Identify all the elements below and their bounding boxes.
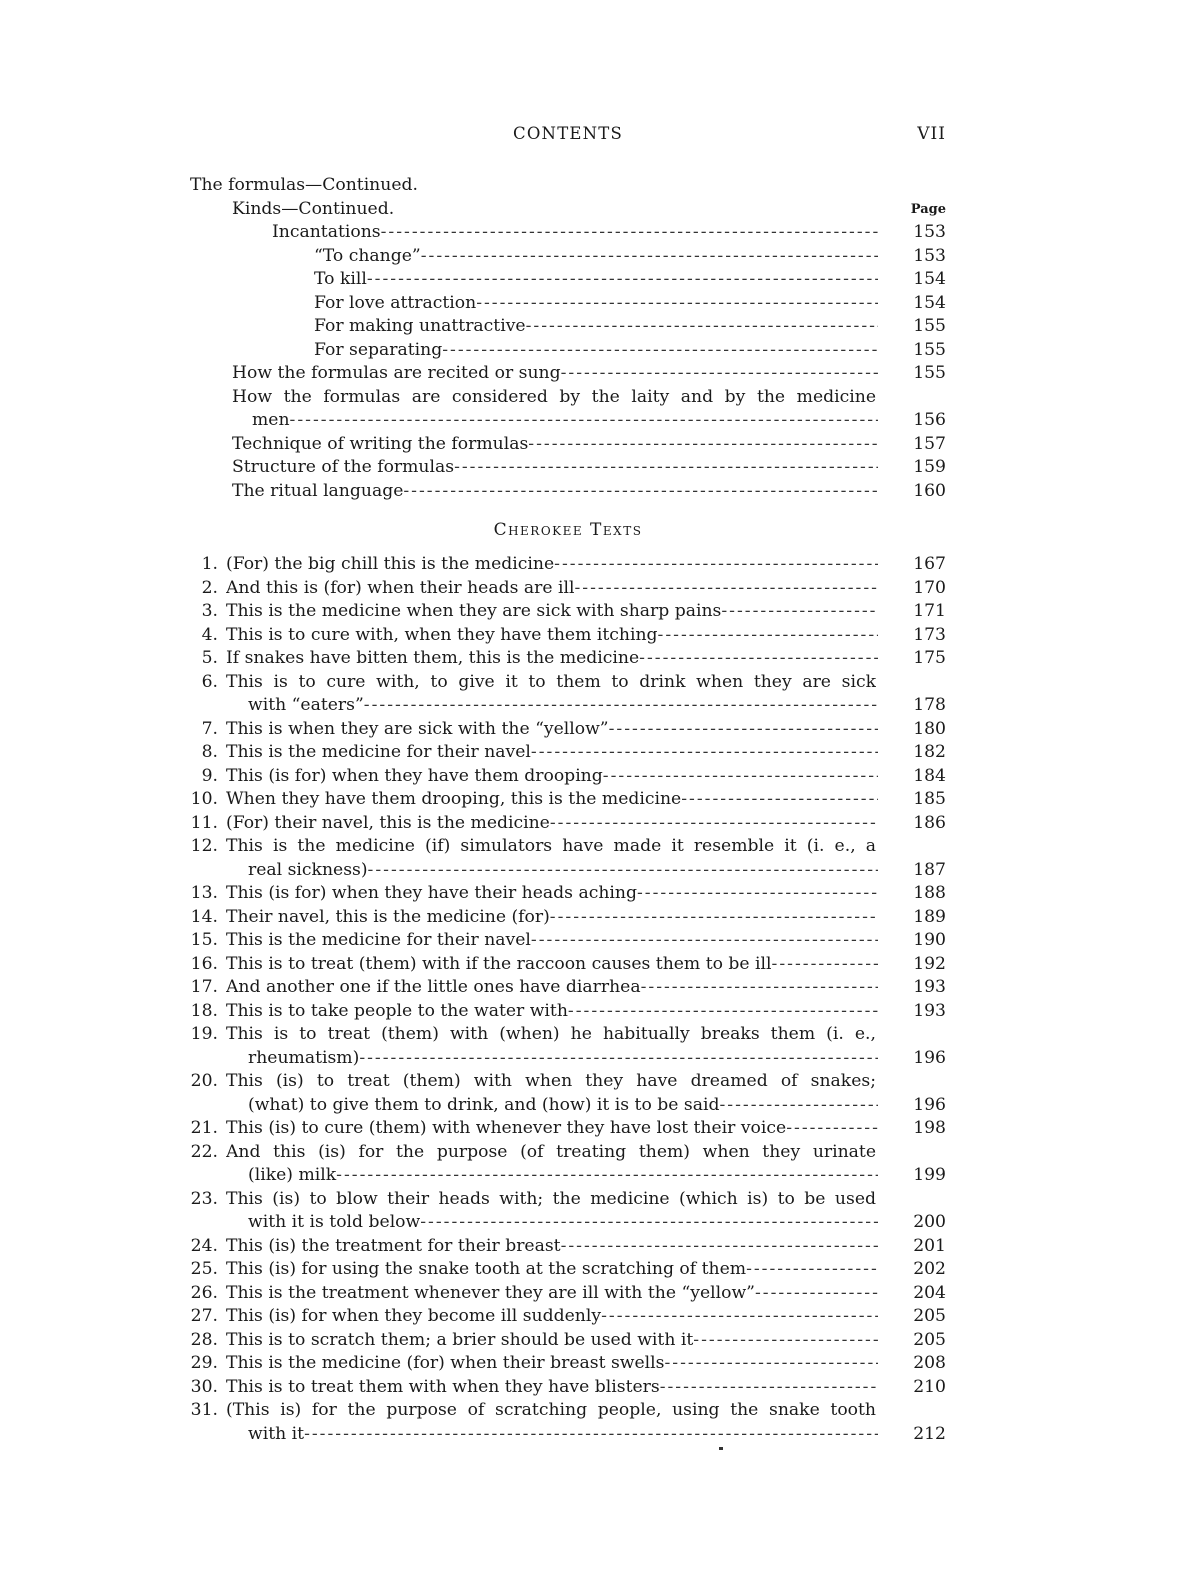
text-entry-number: 2. xyxy=(201,577,218,598)
text-entry-number: 1. xyxy=(201,554,218,574)
text-entry-page: 170 xyxy=(913,577,946,598)
text-entry-page: 205 xyxy=(913,1306,946,1326)
text-entry-title: When they have them drooping, this is the medicine ----- xyxy=(226,788,878,812)
text-entry-page: 199 xyxy=(913,1165,946,1185)
text-entry xyxy=(190,1094,946,1118)
text-entry-title: (For) their navel, this is the medicine ----- xyxy=(226,812,878,836)
text-entry-title: This is the medicine when they are sick with sharp pains ----- xyxy=(226,600,878,624)
text-entry-title: This (is) to cure (them) with whenever they have lost their voice ----- xyxy=(226,1117,878,1141)
text-entry-page: 187 xyxy=(913,859,946,880)
text-entry xyxy=(190,694,946,718)
text-entry-title: This (is) the treatment for their breast ----- xyxy=(226,1235,878,1259)
text-entry-title: with “eaters” ----- xyxy=(248,694,878,718)
text-entry-page: 204 xyxy=(913,1282,946,1303)
text-entry-title: This is the medicine (if) simulators have made it resemble it (i. e., a xyxy=(226,836,876,856)
text-entry xyxy=(190,577,946,601)
text-entry xyxy=(190,1000,946,1024)
text-entry-page: 185 xyxy=(913,789,946,809)
text-entry-title: And this is (for) when their heads are ill ----- xyxy=(226,577,878,601)
text-entry-title: This (is) to treat (them) with when they have dreamed of snakes; xyxy=(226,1071,876,1091)
text-entry-title: And this (is) for the purpose (of treating them) when they urinate xyxy=(226,1141,876,1162)
text-entry xyxy=(190,1376,946,1400)
text-entry-number: 11. xyxy=(190,812,218,833)
toc-entry-page: 155 xyxy=(913,363,946,383)
text-entry-page: 198 xyxy=(913,1118,946,1138)
text-entry-page: 173 xyxy=(913,624,946,645)
text-entry-number: 18. xyxy=(190,1000,218,1021)
text-entry-title: This is to treat them with when they have blisters ----- xyxy=(226,1376,878,1400)
section-title: Cherokee Texts xyxy=(493,520,643,540)
text-entry-title: This is the medicine for their navel ----- xyxy=(226,929,878,953)
text-entry-title: This is to cure with, when they have them itching ----- xyxy=(226,624,878,648)
text-entry-number: 15. xyxy=(190,930,218,950)
toc-entry-page: 155 xyxy=(913,316,946,336)
text-entry-number: 25. xyxy=(190,1259,218,1279)
toc-entry xyxy=(190,480,946,504)
toc-entry-page: 155 xyxy=(913,339,946,360)
text-entry xyxy=(190,1235,946,1259)
text-entry-number: 6. xyxy=(201,671,218,692)
text-entry-title: This is to treat (them) with (when) he habitually breaks them (i. e., xyxy=(226,1024,876,1044)
text-entry-number: 13. xyxy=(190,883,218,903)
page-number: VII xyxy=(917,124,946,144)
text-entry xyxy=(190,1047,946,1071)
toc-entry-text: The ritual language ----- xyxy=(232,480,878,504)
text-entry-number: 16. xyxy=(190,953,218,974)
text-entry-title: This is to treat (them) with if the raccoon causes them to be ill ----- xyxy=(226,953,878,977)
text-entry xyxy=(190,718,946,742)
toc-entry-text: The formulas—Continued. xyxy=(190,175,418,195)
text-entry-page: 196 xyxy=(913,1047,946,1068)
text-entry-number: 26. xyxy=(190,1282,218,1303)
text-entry-number: 24. xyxy=(190,1235,218,1256)
text-entry xyxy=(190,788,946,812)
text-entry-title: (like) milk ----- xyxy=(248,1164,878,1188)
text-entry-page: 201 xyxy=(913,1235,946,1256)
text-entry-number: 20. xyxy=(190,1071,218,1091)
table-of-contents xyxy=(190,174,946,1446)
text-entry-title: This (is) to blow their heads with; the medicine (which is) to be used xyxy=(226,1188,876,1209)
toc-entry xyxy=(190,198,946,222)
toc-entry-text: For making unattractive ----- xyxy=(314,315,878,339)
text-entry-title: This (is for) when they have their heads aching ----- xyxy=(226,882,878,906)
toc-entry-text: How the formulas are recited or sung ----- xyxy=(232,362,878,386)
text-entry xyxy=(190,976,946,1000)
text-entry-title: This (is for) when they have them drooping ----- xyxy=(226,765,878,789)
page-header xyxy=(190,124,946,148)
toc-entry-page: 157 xyxy=(913,433,946,454)
text-entry-number: 8. xyxy=(201,742,218,762)
text-entry-number: 28. xyxy=(190,1329,218,1350)
text-entry-number: 19. xyxy=(190,1024,218,1044)
text-entry-page: 182 xyxy=(913,742,946,762)
text-entry-page: 212 xyxy=(913,1423,946,1444)
text-entry xyxy=(190,1188,946,1212)
text-entry-title: real sickness) ----- xyxy=(248,859,878,883)
text-entry-title: This is to take people to the water with ----- xyxy=(226,1000,878,1024)
text-entry-page: 184 xyxy=(913,765,946,786)
text-entry-title: This is to scratch them; a brier should be used with it ----- xyxy=(226,1329,878,1353)
text-entry-number: 12. xyxy=(190,836,218,856)
text-entry-page: 205 xyxy=(913,1329,946,1350)
text-entry xyxy=(190,882,946,906)
text-entry-title: (what) to give them to drink, and (how) it is to be said ----- xyxy=(248,1094,878,1118)
text-entry-number: 31. xyxy=(190,1400,218,1420)
running-title: CONTENTS xyxy=(513,124,623,143)
text-entry-number: 29. xyxy=(190,1353,218,1373)
toc-entry xyxy=(190,433,946,457)
text-entry xyxy=(190,929,946,953)
toc-entry-text: Structure of the formulas ----- xyxy=(232,456,878,480)
toc-entry xyxy=(190,362,946,386)
toc-entry-text: Technique of writing the formulas ----- xyxy=(232,433,878,457)
toc-entry xyxy=(190,315,946,339)
text-entry xyxy=(190,1329,946,1353)
text-entry xyxy=(190,1352,946,1376)
toc-entry-text: For separating ----- xyxy=(314,339,878,363)
toc-entry-text: men ----- xyxy=(252,409,878,433)
text-entry-page: 193 xyxy=(913,1000,946,1021)
toc-entry-page: 156 xyxy=(913,410,946,430)
text-entry xyxy=(190,1070,946,1094)
text-entry-page: 202 xyxy=(913,1259,946,1279)
text-entry xyxy=(190,1211,946,1235)
text-entry xyxy=(190,1423,946,1447)
text-entry-title: And another one if the little ones have diarrhea ----- xyxy=(226,976,878,1000)
toc-entry-page: 160 xyxy=(913,480,946,501)
text-entry-page: 175 xyxy=(913,648,946,668)
toc-entry xyxy=(190,174,946,198)
toc-entry xyxy=(190,339,946,363)
text-entry-page: 196 xyxy=(913,1094,946,1115)
text-entry xyxy=(190,1117,946,1141)
text-entry-number: 7. xyxy=(201,718,218,739)
stray-mark xyxy=(719,1447,723,1450)
toc-entry xyxy=(190,386,946,410)
text-entry-number: 27. xyxy=(190,1306,218,1326)
text-entry-page: 167 xyxy=(913,554,946,574)
text-entry-title: rheumatism) ----- xyxy=(248,1047,878,1071)
text-entry-title: This is to cure with, to give it to them to drink when they are sick xyxy=(226,671,876,692)
text-entry-page: 180 xyxy=(913,718,946,739)
text-entry-title: (This is) for the purpose of scratching people, using the snake tooth xyxy=(226,1400,876,1420)
text-entry-title: This (is) for using the snake tooth at the scratching of them ----- xyxy=(226,1258,878,1282)
toc-entry xyxy=(190,456,946,480)
text-entry-title: with it is told below ----- xyxy=(248,1211,878,1235)
toc-entry-text: How the formulas are considered by the laity and by the medicine xyxy=(232,386,876,407)
text-entry-page: 186 xyxy=(913,812,946,833)
toc-entry-text: Incantations ----- xyxy=(272,221,878,245)
text-entry xyxy=(190,1164,946,1188)
text-entry-number: 23. xyxy=(190,1188,218,1209)
text-entry xyxy=(190,1399,946,1423)
text-entry-title: (For) the big chill this is the medicine ----- xyxy=(226,553,878,577)
toc-entry-page: 153 xyxy=(913,245,946,266)
toc-entry-page: 154 xyxy=(913,292,946,313)
text-entry-title: with it ----- xyxy=(248,1423,878,1447)
toc-entry-text: “To change” ----- xyxy=(314,245,878,269)
toc-entry-page: 153 xyxy=(913,222,946,242)
text-entry-page: 192 xyxy=(913,953,946,974)
text-entry-number: 17. xyxy=(190,977,218,997)
page-column-label: Page xyxy=(910,201,946,217)
text-entry-page: 208 xyxy=(913,1353,946,1373)
text-entry-number: 3. xyxy=(201,601,218,621)
text-entry-number: 9. xyxy=(201,765,218,786)
text-entry-number: 21. xyxy=(190,1118,218,1138)
text-entry-title: This is the medicine (for) when their breast swells ----- xyxy=(226,1352,878,1376)
text-entry xyxy=(190,600,946,624)
text-entry-number: 22. xyxy=(190,1141,218,1162)
toc-entry xyxy=(190,409,946,433)
text-entry-page: 210 xyxy=(913,1376,946,1397)
text-entry xyxy=(190,1023,946,1047)
text-entry-number: 10. xyxy=(190,789,218,809)
text-entry xyxy=(190,1141,946,1165)
text-entry-number: 4. xyxy=(201,624,218,645)
toc-entry xyxy=(190,245,946,269)
text-entry xyxy=(190,859,946,883)
text-entry xyxy=(190,765,946,789)
text-entry-title: This is when they are sick with the “yellow” ----- xyxy=(226,718,878,742)
text-entry-number: 30. xyxy=(190,1376,218,1397)
text-entry-title: This is the medicine for their navel ----- xyxy=(226,741,878,765)
text-entry xyxy=(190,906,946,930)
text-entry xyxy=(190,671,946,695)
text-entry-title: This is the treatment whenever they are ill with the “yellow” ----- xyxy=(226,1282,878,1306)
text-entry-title: Their navel, this is the medicine (for) ----- xyxy=(226,906,878,930)
text-entry xyxy=(190,1282,946,1306)
text-entry-number: 5. xyxy=(201,648,218,668)
text-entry xyxy=(190,812,946,836)
text-entry-page: 189 xyxy=(913,906,946,927)
toc-entry xyxy=(190,292,946,316)
toc-entry-text: For love attraction ----- xyxy=(314,292,878,316)
text-entry-page: 171 xyxy=(913,601,946,621)
text-entry-page: 178 xyxy=(913,695,946,715)
text-entry-page: 200 xyxy=(913,1212,946,1232)
text-entry-page: 188 xyxy=(913,883,946,903)
toc-entry xyxy=(190,221,946,245)
text-entry xyxy=(190,553,946,577)
toc-entry-text: To kill ----- xyxy=(314,268,878,292)
text-entry xyxy=(190,647,946,671)
text-entry-number: 14. xyxy=(190,906,218,927)
text-entry xyxy=(190,624,946,648)
text-entry xyxy=(190,1258,946,1282)
text-entry xyxy=(190,953,946,977)
toc-entry-text: Kinds—Continued. xyxy=(232,198,395,219)
text-entry xyxy=(190,741,946,765)
text-entry xyxy=(190,835,946,859)
text-entry-title: This (is) for when they become ill suddenly ----- xyxy=(226,1305,878,1329)
text-entry-page: 193 xyxy=(913,977,946,997)
toc-entry-page: 154 xyxy=(913,269,946,289)
text-entry xyxy=(190,1305,946,1329)
toc-entry xyxy=(190,268,946,292)
toc-entry-page: 159 xyxy=(913,457,946,477)
text-entry-page: 190 xyxy=(913,930,946,950)
text-entry-title: If snakes have bitten them, this is the medicine ----- xyxy=(226,647,878,671)
